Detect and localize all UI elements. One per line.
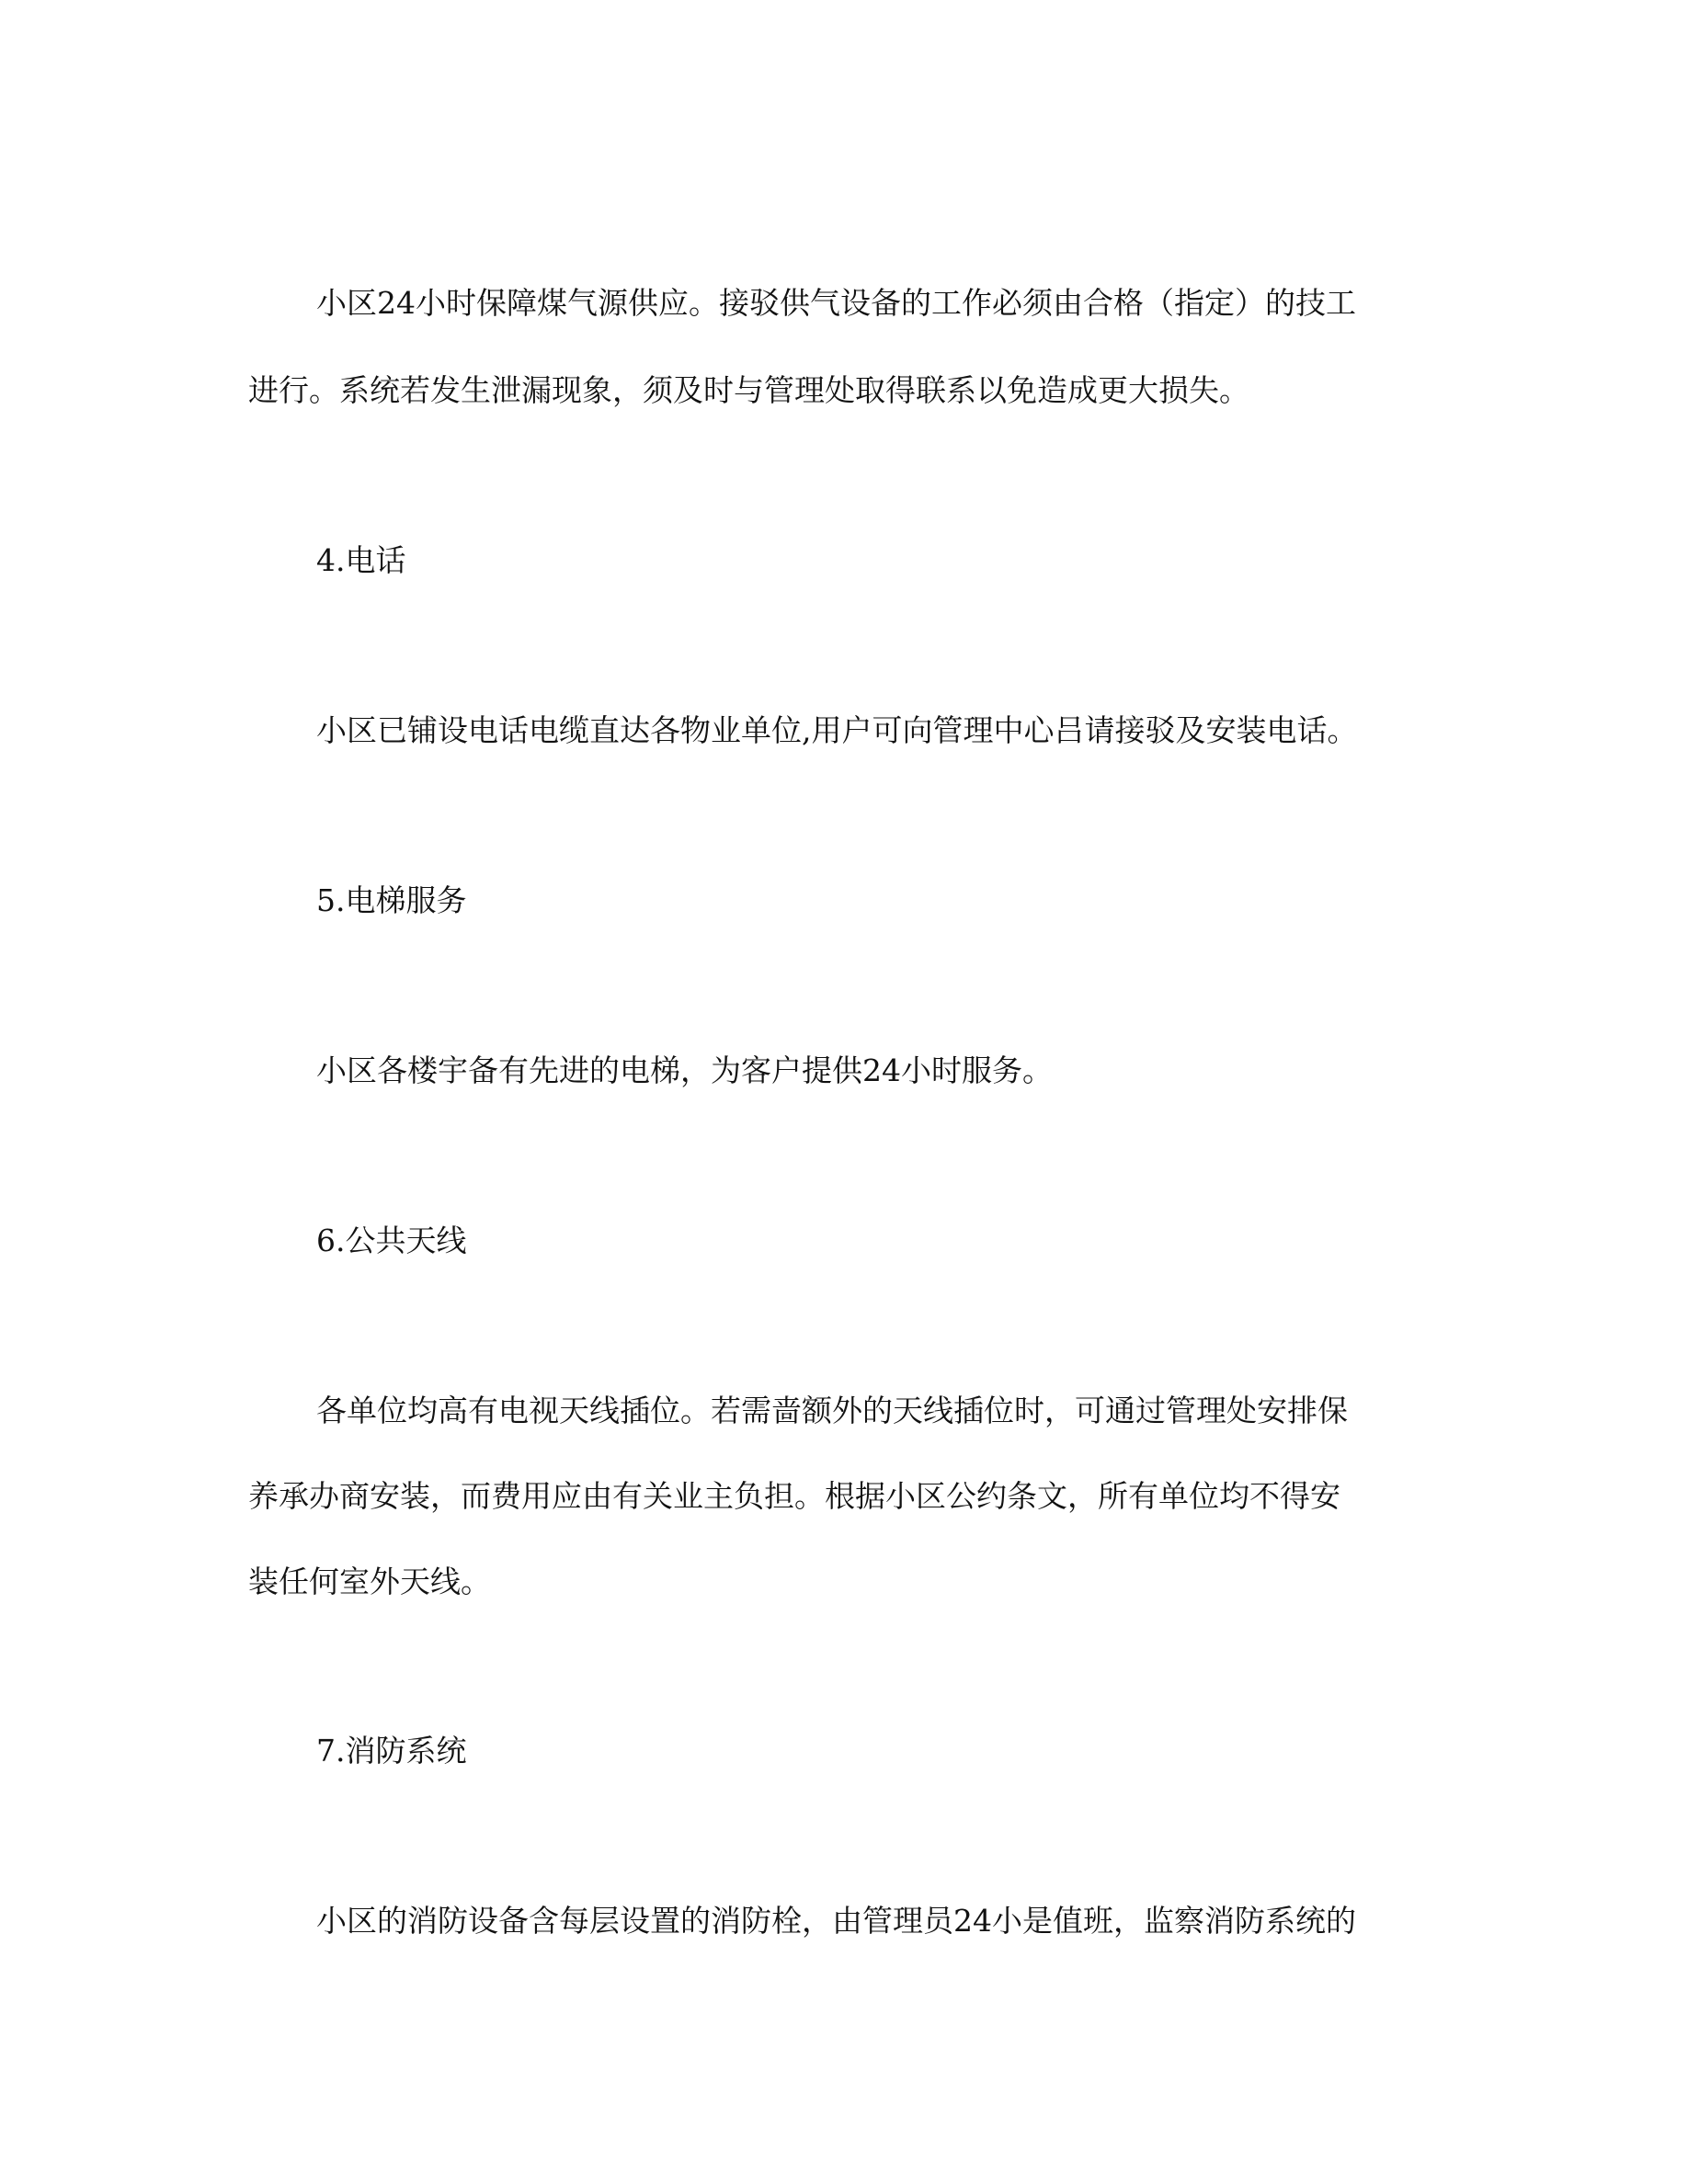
antenna-line-3: 装任何室外天线。: [248, 1564, 491, 1599]
antenna-line-2: 养承办商安装，而费用应由有关业主负担。根据小区公约条文，所有单位均不得安: [248, 1478, 1340, 1514]
telephone-line-1: 小区已铺设电话电缆直达各物业单位,用户可向管理中心吕请接驳及安装电话。: [316, 712, 1358, 748]
heading-elevator: 5.电梯服务: [316, 882, 467, 918]
heading-telephone: 4.电话: [316, 542, 406, 578]
elevator-line-1: 小区各楼宇备有先进的电梯，为客户提供24小时服务。: [316, 1052, 1053, 1088]
gas-supply-line-2: 进行。系统若发生泄漏现象，须及时与管理处取得联系以免造成更大损失。: [248, 372, 1249, 408]
antenna-line-1: 各单位均高有电视天线插位。若需啬额外的天线插位时，可通过管理处安排保: [316, 1393, 1348, 1428]
gas-supply-line-1: 小区24小时保障煤气源供应。接驳供气设备的工作必须由合格（指定）的技工: [316, 285, 1356, 321]
heading-fire: 7.消防系统: [316, 1733, 467, 1769]
heading-antenna: 6.公共天线: [316, 1223, 467, 1258]
fire-line-1: 小区的消防设备含每层设置的消防栓，由管理员24小是值班，监察消防系统的: [316, 1903, 1356, 1939]
